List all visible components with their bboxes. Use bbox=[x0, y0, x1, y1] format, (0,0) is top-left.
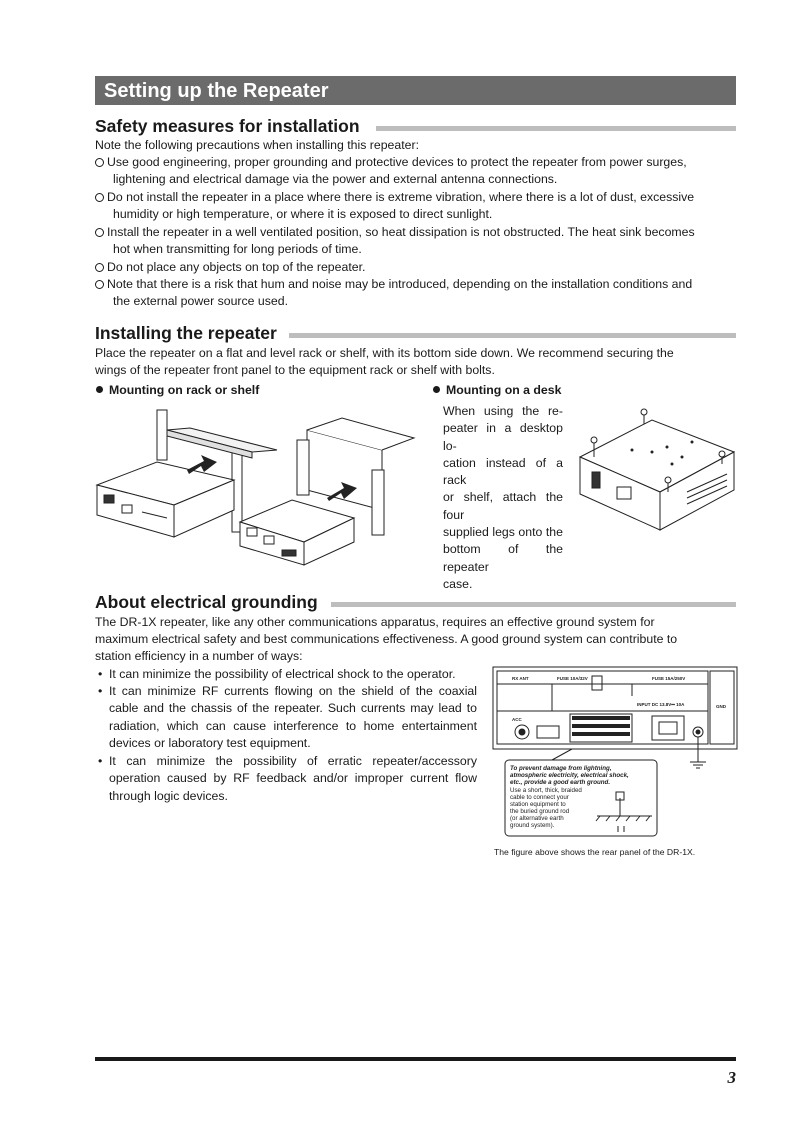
grounding-bullet: It can minimize RF currents flowing on the shield of the coaxial cable and the chassis of the repeater. Such currents may lead to radiation, which can cause interference to home entertainment devices or laboratory test equipment. bbox=[109, 684, 477, 750]
filled-bullet-icon bbox=[433, 386, 440, 393]
safety-item: Do not install the repeater in a place where there is extreme vibration, where there is a lot of dust, excessive humidity or high temperature, or where it is exposed to direct sunlight. bbox=[95, 189, 736, 224]
page-title: Setting up the Repeater bbox=[104, 80, 329, 102]
svg-text:cable to connect your: cable to connect your bbox=[510, 794, 569, 801]
svg-text:atmospheric electricity, elect: atmospheric electricity, electrical shock, bbox=[510, 772, 629, 779]
safety-heading: Safety measures for installation bbox=[95, 116, 360, 136]
panel-label-acc: ACC bbox=[512, 717, 522, 722]
installing-heading-rule bbox=[289, 333, 736, 338]
svg-text:the buried ground rod: the buried ground rod bbox=[510, 808, 570, 815]
installing-line-1: Place the repeater on a flat and level rack or shelf, with its bottom side down. We recommend securing the bbox=[95, 346, 674, 360]
safety-intro: Note the following precautions when installing this repeater: bbox=[95, 138, 420, 152]
safety-item: Use good engineering, proper grounding and protective devices to protect the repeater from power surges, lightening and electrical damage via the power and external antenna connections. bbox=[95, 154, 736, 189]
rear-panel-illustration bbox=[492, 666, 738, 838]
bullet-dot: • bbox=[98, 684, 103, 698]
grounding-bullet: It can minimize the possibility of electrical shock to the operator. bbox=[109, 667, 456, 681]
grounding-line-1: The DR-1X repeater, like any other communications apparatus, requires an effective ground system for bbox=[95, 615, 655, 629]
circle-bullet-icon bbox=[95, 280, 104, 289]
desk-mount-title: Mounting on a desk bbox=[433, 383, 561, 397]
grounding-line-2: maximum electrical safety and best communications effectiveness. A good ground system can contribute to bbox=[95, 632, 678, 646]
rack-mount-illustration bbox=[92, 400, 432, 575]
rear-panel-caption: The figure above shows the rear panel of the DR-1X. bbox=[494, 847, 696, 857]
footer-rule bbox=[95, 1057, 736, 1061]
circle-bullet-icon bbox=[95, 158, 104, 167]
grounding-bullet: It can minimize the possibility of erratic repeater/accessory operation caused by RF feedback and/or improper current flow through logic devices. bbox=[109, 754, 477, 803]
circle-bullet-icon bbox=[95, 193, 104, 202]
grounding-heading-rule bbox=[331, 602, 736, 607]
panel-label-rx-ant: RX ANT bbox=[512, 676, 529, 681]
desk-mount-text: When using the re- peater in a desktop lo- cation instead of a rack or shelf, attach the four supplied legs onto the bottom of the repeater case. bbox=[443, 404, 563, 591]
panel-label-fuse-15a: FUSE 15A/250V bbox=[652, 676, 686, 681]
panel-label-input: INPUT DC 13.8V⎓ 10A bbox=[637, 702, 685, 707]
circle-bullet-icon bbox=[95, 228, 104, 237]
panel-label-gnd: GND bbox=[716, 704, 726, 709]
svg-text:etc., provide a good earth gro: etc., provide a good earth ground. bbox=[510, 779, 611, 786]
rack-mount-title: Mounting on rack or shelf bbox=[96, 383, 259, 397]
safety-item: Install the repeater in a well ventilated position, so heat dissipation is not obstructed. The heat sink becomes hot when transmitting for long periods of time. bbox=[95, 224, 736, 259]
svg-text:(or alternative earth: (or alternative earth bbox=[510, 815, 564, 822]
bullet-dot: • bbox=[98, 754, 103, 768]
grounding-line-3: station efficiency in a number of ways: bbox=[95, 649, 303, 663]
filled-bullet-icon bbox=[96, 386, 103, 393]
svg-text:Use a short, thick, braided: Use a short, thick, braided bbox=[510, 787, 582, 794]
installing-heading: Installing the repeater bbox=[95, 323, 277, 343]
bullet-dot: • bbox=[98, 667, 103, 681]
safety-item: Do not place any objects on top of the repeater. bbox=[95, 259, 736, 276]
circle-bullet-icon bbox=[95, 263, 104, 272]
page-number: 3 bbox=[727, 1068, 736, 1087]
safety-heading-rule bbox=[376, 126, 736, 131]
svg-text:ground system).: ground system). bbox=[510, 822, 555, 829]
panel-label-fuse-10a: FUSE 10A/32V bbox=[557, 676, 588, 681]
desk-mount-illustration bbox=[572, 402, 737, 537]
svg-text:To prevent damage from lightni: To prevent damage from lightning, bbox=[510, 765, 612, 772]
installing-line-2: wings of the repeater front panel to the equipment rack or shelf with bolts. bbox=[95, 363, 495, 377]
safety-item: Note that there is a risk that hum and noise may be introduced, depending on the installation conditions and the external power source used. bbox=[95, 276, 736, 311]
grounding-heading: About electrical grounding bbox=[95, 592, 318, 612]
svg-text:station equipment to: station equipment to bbox=[510, 801, 566, 808]
